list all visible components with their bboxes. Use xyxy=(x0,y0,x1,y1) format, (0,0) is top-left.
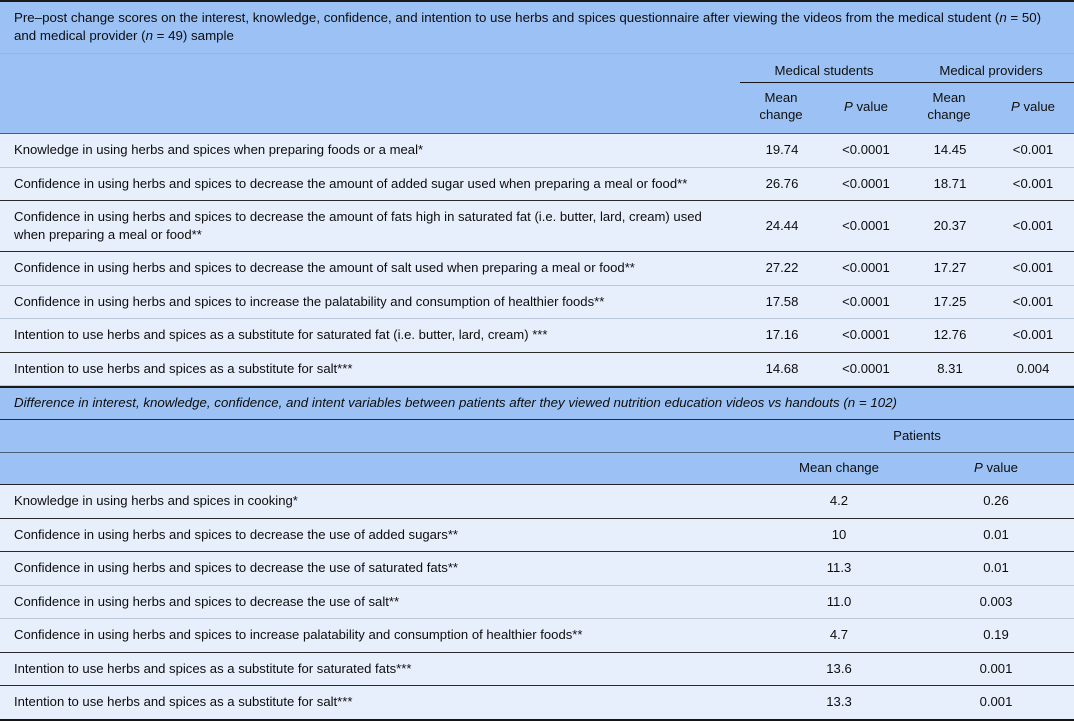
row-label: Confidence in using herbs and spices to decrease the use of saturated fats** xyxy=(0,552,760,586)
table-row xyxy=(0,686,1074,720)
row-label: Knowledge in using herbs and spices in cooking* xyxy=(0,485,760,519)
row-label: Intention to use herbs and spices as a substitute for salt*** xyxy=(0,352,740,386)
group-header-medical-providers: Medical providers xyxy=(908,54,1074,83)
cell-patients-mean: 13.6 xyxy=(760,652,918,686)
cell-students-p: <0.0001 xyxy=(824,352,908,386)
cell-providers-mean: 12.76 xyxy=(908,319,992,353)
mean-line-2: change xyxy=(927,107,971,123)
row-label: Knowledge in using herbs and spices when preparing foods or a meal* xyxy=(0,134,740,168)
cell-patients-mean: 13.3 xyxy=(760,686,918,720)
table1-caption xyxy=(0,1,1074,54)
row-label: Intention to use herbs and spices as a substitute for saturated fat (i.e. butter, lard, cream) *** xyxy=(0,319,740,353)
table-row xyxy=(0,252,1074,286)
cell-providers-p: <0.001 xyxy=(992,134,1074,168)
cell-providers-p: <0.001 xyxy=(992,252,1074,286)
p-rest: value xyxy=(982,460,1018,476)
table-row xyxy=(0,319,1074,353)
table-row xyxy=(0,585,1074,619)
cell-providers-p: <0.001 xyxy=(992,285,1074,319)
cell-providers-mean: 8.31 xyxy=(908,352,992,386)
cell-providers-mean: 20.37 xyxy=(908,201,992,252)
row-label: Confidence in using herbs and spices to decrease the amount of added sugar used when preparing a meal or food** xyxy=(0,167,740,201)
cell-providers-mean: 17.25 xyxy=(908,285,992,319)
row-label: Confidence in using herbs and spices to decrease the amount of salt used when preparing a meal or food** xyxy=(0,252,740,286)
table1-caption-row xyxy=(0,1,1074,54)
cell-students-mean: 26.76 xyxy=(740,167,824,201)
cell-providers-mean: 18.71 xyxy=(908,167,992,201)
table-row xyxy=(0,552,1074,586)
table-row xyxy=(0,134,1074,168)
cell-students-p: <0.0001 xyxy=(824,252,908,286)
p-italic: P xyxy=(974,460,983,476)
cell-patients-p: 0.003 xyxy=(918,585,1074,619)
cell-students-mean: 24.44 xyxy=(740,201,824,252)
row-label: Confidence in using herbs and spices to decrease the use of salt** xyxy=(0,585,760,619)
cell-students-mean: 14.68 xyxy=(740,352,824,386)
cell-students-mean: 19.74 xyxy=(740,134,824,168)
col-header-providers-mean-change xyxy=(908,83,992,134)
table-row xyxy=(0,619,1074,653)
cell-providers-mean: 14.45 xyxy=(908,134,992,168)
table1-subheader-row xyxy=(0,83,1074,134)
row-label: Confidence in using herbs and spices to increase the palatability and consumption of healthier foods** xyxy=(0,285,740,319)
cell-patients-mean: 4.7 xyxy=(760,619,918,653)
cell-providers-p: <0.001 xyxy=(992,201,1074,252)
cell-students-mean: 27.22 xyxy=(740,252,824,286)
table-row xyxy=(0,485,1074,519)
cell-patients-p: 0.01 xyxy=(918,518,1074,552)
cell-patients-mean: 4.2 xyxy=(760,485,918,519)
cell-patients-mean: 10 xyxy=(760,518,918,552)
cell-patients-mean: 11.0 xyxy=(760,585,918,619)
table-row xyxy=(0,285,1074,319)
table1-caption-text: Pre–post change scores on the interest, knowledge, confidence, and intention to use herbs and spices questionnaire after viewing the videos from the medical student (n = 50) and medical provider (n = 49) sample xyxy=(14,10,1042,43)
table1-group-header-row xyxy=(0,54,1074,83)
cell-providers-p: <0.001 xyxy=(992,167,1074,201)
mean-line-1: Mean xyxy=(764,90,798,106)
cell-students-p: <0.0001 xyxy=(824,285,908,319)
cell-patients-p: 0.001 xyxy=(918,652,1074,686)
row-label: Confidence in using herbs and spices to decrease the use of added sugars** xyxy=(0,518,760,552)
table1-empty-corner xyxy=(0,54,740,83)
row-label: Confidence in using herbs and spices to decrease the amount of fats high in saturated fat (i.e. butter, lard, cream) used when preparing a meal or food** xyxy=(0,201,740,252)
row-label: Intention to use herbs and spices as a substitute for saturated fats*** xyxy=(0,652,760,686)
table1-subheader-blank xyxy=(0,83,740,134)
group-header-patients: Patients xyxy=(760,420,1074,453)
patients-difference-table xyxy=(0,386,1074,720)
col-header-patients-mean-change: Mean change xyxy=(760,453,918,485)
table-row xyxy=(0,652,1074,686)
cell-patients-mean: 11.3 xyxy=(760,552,918,586)
p-rest: value xyxy=(852,98,888,114)
group-header-medical-students: Medical students xyxy=(740,54,908,83)
row-label: Intention to use herbs and spices as a substitute for salt*** xyxy=(0,686,760,720)
table2-caption-text: Difference in interest, knowledge, confidence, and intent variables between patients after they viewed nutrition education videos vs handouts (n = 102) xyxy=(14,395,897,411)
cell-students-p: <0.0001 xyxy=(824,201,908,252)
cell-students-mean: 17.58 xyxy=(740,285,824,319)
cell-patients-p: 0.001 xyxy=(918,686,1074,720)
cell-providers-p: <0.001 xyxy=(992,319,1074,353)
mean-line-2: change xyxy=(759,107,803,123)
p-italic: P xyxy=(1011,98,1020,114)
cell-students-mean: 17.16 xyxy=(740,319,824,353)
cell-students-p: <0.0001 xyxy=(824,167,908,201)
p-rest: value xyxy=(1019,98,1055,114)
col-header-students-mean-change xyxy=(740,83,824,134)
mean-line-1: Mean xyxy=(932,90,966,106)
col-header-providers-p-value xyxy=(992,83,1074,134)
col-header-students-p-value xyxy=(824,83,908,134)
table-row xyxy=(0,201,1074,252)
table2-group-header-row xyxy=(0,420,1074,453)
row-label: Confidence in using herbs and spices to increase palatability and consumption of healthier foods** xyxy=(0,619,760,653)
table-row xyxy=(0,518,1074,552)
cell-providers-mean: 17.27 xyxy=(908,252,992,286)
p-italic: P xyxy=(844,98,853,114)
table2-caption-row xyxy=(0,387,1074,419)
table-row xyxy=(0,352,1074,386)
table2-subheader-blank xyxy=(0,453,760,485)
cell-students-p: <0.0001 xyxy=(824,319,908,353)
cell-patients-p: 0.01 xyxy=(918,552,1074,586)
col-header-patients-p-value xyxy=(918,453,1074,485)
table-row xyxy=(0,167,1074,201)
table2-empty-corner xyxy=(0,420,760,453)
table2-subheader-row xyxy=(0,453,1074,485)
table2-caption xyxy=(0,387,1074,419)
cell-students-p: <0.0001 xyxy=(824,134,908,168)
cell-patients-p: 0.26 xyxy=(918,485,1074,519)
cell-patients-p: 0.19 xyxy=(918,619,1074,653)
cell-providers-p: 0.004 xyxy=(992,352,1074,386)
